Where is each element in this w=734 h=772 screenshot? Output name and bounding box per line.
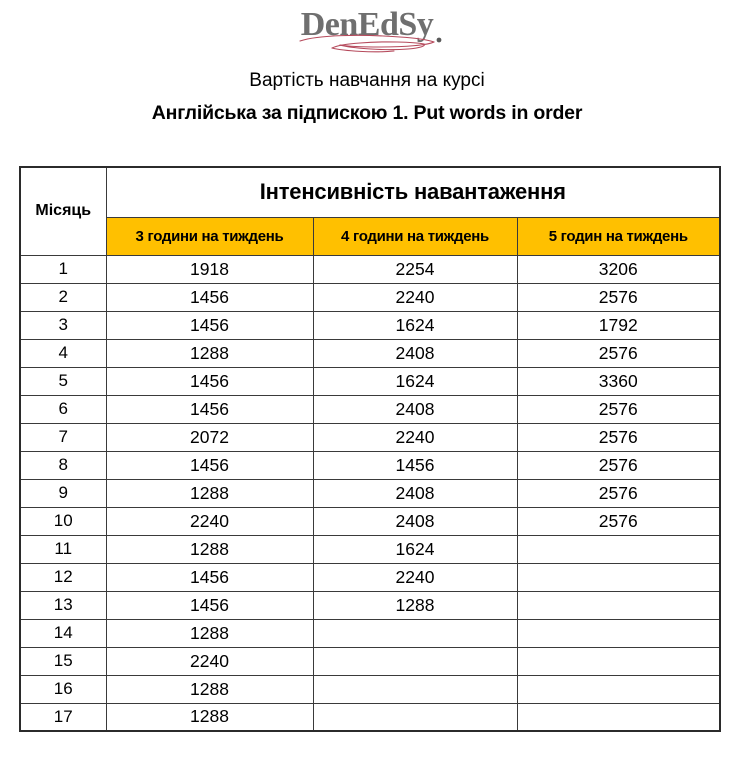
cell-hours-4: 2408 xyxy=(313,479,517,507)
cell-month: 14 xyxy=(20,619,106,647)
table-row xyxy=(20,703,720,731)
cell-month: 8 xyxy=(20,451,106,479)
cell-hours-4: 2254 xyxy=(313,255,517,283)
header-hours-5: 5 годин на тиждень xyxy=(517,217,720,255)
cell-hours-3: 1456 xyxy=(106,563,313,591)
cell-hours-3: 1288 xyxy=(106,535,313,563)
cell-hours-4: 2240 xyxy=(313,563,517,591)
cell-month: 11 xyxy=(20,535,106,563)
table-row xyxy=(20,563,720,591)
cell-month: 17 xyxy=(20,703,106,731)
cost-table xyxy=(19,166,721,732)
cell-hours-4 xyxy=(313,619,517,647)
cell-hours-3: 2240 xyxy=(106,647,313,675)
cell-hours-3: 1288 xyxy=(106,339,313,367)
table-header-row-sub xyxy=(20,217,720,255)
cell-hours-5: 2576 xyxy=(517,479,720,507)
cell-hours-5 xyxy=(517,563,720,591)
cell-hours-5 xyxy=(517,535,720,563)
cell-month: 15 xyxy=(20,647,106,675)
cell-hours-3: 1288 xyxy=(106,619,313,647)
cell-hours-4 xyxy=(313,703,517,731)
header-hours-3: 3 години на тиждень xyxy=(106,217,313,255)
cell-month: 2 xyxy=(20,283,106,311)
cell-hours-3: 2072 xyxy=(106,423,313,451)
cell-month: 6 xyxy=(20,395,106,423)
table-row xyxy=(20,423,720,451)
cell-hours-4: 1456 xyxy=(313,451,517,479)
table-row xyxy=(20,283,720,311)
cell-hours-3: 1918 xyxy=(106,255,313,283)
cell-month: 16 xyxy=(20,675,106,703)
cell-hours-5: 2576 xyxy=(517,283,720,311)
cell-hours-4: 2240 xyxy=(313,283,517,311)
table-row xyxy=(20,591,720,619)
cell-hours-5 xyxy=(517,619,720,647)
header-hours-4: 4 години на тиждень xyxy=(313,217,517,255)
cell-hours-4: 1288 xyxy=(313,591,517,619)
logo-dot-icon xyxy=(436,38,441,43)
cost-table-head xyxy=(20,167,720,255)
cost-table-container xyxy=(19,166,719,732)
table-row xyxy=(20,255,720,283)
cell-hours-3: 1456 xyxy=(106,451,313,479)
cell-month: 9 xyxy=(20,479,106,507)
cell-hours-4 xyxy=(313,675,517,703)
cell-month: 12 xyxy=(20,563,106,591)
cell-hours-5 xyxy=(517,647,720,675)
table-row xyxy=(20,535,720,563)
table-row xyxy=(20,395,720,423)
cell-hours-4: 1624 xyxy=(313,367,517,395)
table-row xyxy=(20,451,720,479)
cell-hours-4: 2240 xyxy=(313,423,517,451)
cost-table-body xyxy=(20,255,720,731)
cell-hours-4: 2408 xyxy=(313,339,517,367)
cell-hours-3: 1456 xyxy=(106,591,313,619)
table-row xyxy=(20,675,720,703)
cell-hours-3: 1456 xyxy=(106,395,313,423)
cell-hours-3: 1456 xyxy=(106,283,313,311)
cell-month: 1 xyxy=(20,255,106,283)
cell-hours-3: 1288 xyxy=(106,675,313,703)
table-header-row-top xyxy=(20,167,720,217)
table-row xyxy=(20,339,720,367)
cell-hours-4 xyxy=(313,647,517,675)
header-intensity-group: Інтенсивність навантаження xyxy=(106,167,720,217)
cell-hours-4: 2408 xyxy=(313,507,517,535)
cell-hours-3: 1456 xyxy=(106,311,313,339)
cell-hours-5: 2576 xyxy=(517,395,720,423)
cell-month: 7 xyxy=(20,423,106,451)
cell-month: 5 xyxy=(20,367,106,395)
cell-hours-5: 2576 xyxy=(517,339,720,367)
table-row xyxy=(20,367,720,395)
cell-hours-5: 3360 xyxy=(517,367,720,395)
brand-logo xyxy=(0,6,734,58)
logo-wordmark: DenEdSy xyxy=(300,6,434,43)
header-month: Місяць xyxy=(20,167,106,255)
page-subtitle: Вартість навчання на курсі xyxy=(249,70,485,91)
cell-hours-5: 2576 xyxy=(517,451,720,479)
cell-hours-3: 1288 xyxy=(106,479,313,507)
table-row xyxy=(20,647,720,675)
cell-month: 10 xyxy=(20,507,106,535)
cell-hours-4: 2408 xyxy=(313,395,517,423)
table-row xyxy=(20,311,720,339)
cell-month: 3 xyxy=(20,311,106,339)
cell-hours-3: 2240 xyxy=(106,507,313,535)
logo-swash-icon xyxy=(288,32,448,54)
page-title: Англійська за підпискою 1. Put words in order xyxy=(151,102,583,124)
cell-hours-3: 1456 xyxy=(106,367,313,395)
cell-hours-4: 1624 xyxy=(313,311,517,339)
cell-hours-5 xyxy=(517,675,720,703)
cell-hours-3: 1288 xyxy=(106,703,313,731)
cell-hours-5: 1792 xyxy=(517,311,720,339)
cell-hours-5 xyxy=(517,591,720,619)
logo-inner xyxy=(280,6,455,54)
table-row xyxy=(20,507,720,535)
cell-month: 4 xyxy=(20,339,106,367)
cell-hours-5: 3206 xyxy=(517,255,720,283)
cell-hours-4: 1624 xyxy=(313,535,517,563)
cell-hours-5: 2576 xyxy=(517,423,720,451)
table-row xyxy=(20,619,720,647)
cell-month: 13 xyxy=(20,591,106,619)
cell-hours-5: 2576 xyxy=(517,507,720,535)
cell-hours-5 xyxy=(517,703,720,731)
table-row xyxy=(20,479,720,507)
